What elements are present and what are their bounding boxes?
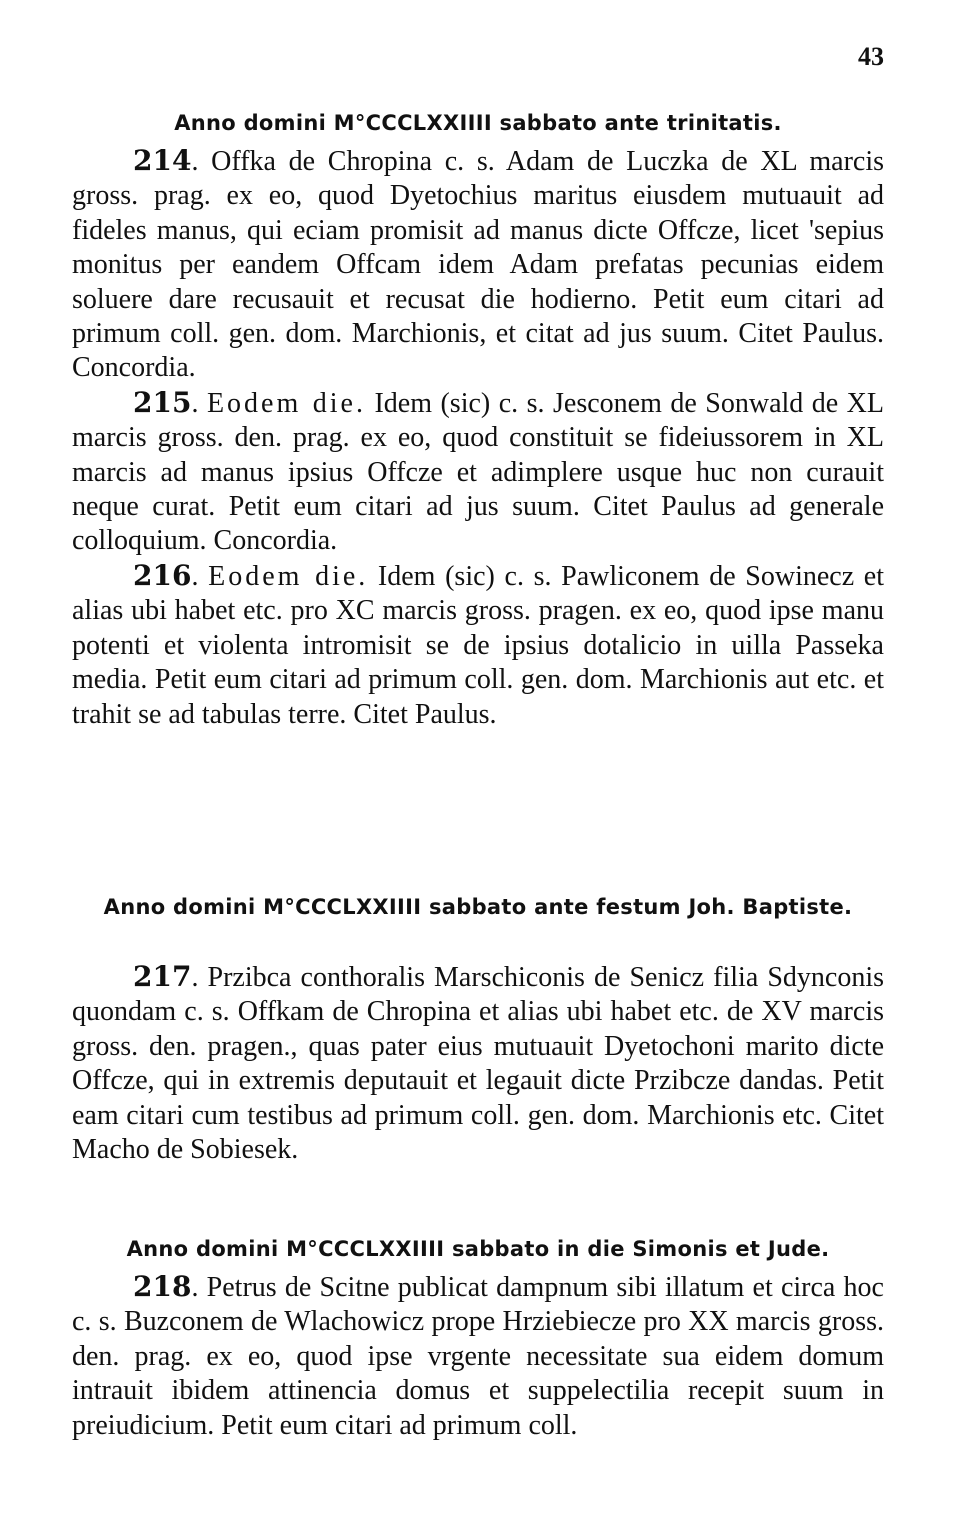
entry-215 [72,386,884,559]
entry-number: 218 [133,1270,192,1303]
entry-text: . Offka de Chropina c. s. Adam de Luczka de XL marcis gross. prag. ex eo, quod Dyetochius maritus eiusdem mutuauit ad fideles manus, qui eciam promisit ad manus dicte Offcze, licet 'sepius monitus per eandem Offcam idem Adam prefatas pecunias eidem soluere dare recusauit et recusat die hodierno. Petit eum citari ad primum coll. gen. dom. Marchionis, et citat ad jus suum. Citet Paulus. Concordia. [72,146,884,384]
section-heading: Anno domini M°CCCLXXIIII sabbato in die Simonis et Jude. [126,1237,830,1261]
page-number: 43 [858,42,884,71]
entry-text: . Przibca conthoralis Marschiconis de Senicz filia Sdynconis quondam c. s. Offkam de Chropina et alias ubi habet etc. de XV marcis gross. den. pragen., quas pater eius mutuauit Dyetochoni marito dicte Offcze, qui in extremis deputauit et legauit dicte Przibcze dandas. Petit eam citari cum testibus ad primum coll. gen. dom. Marchionis etc. Citet Macho de Sobiesek. [72,962,884,1166]
section-body [72,144,884,732]
entry-text: . Petrus de Scitne publicat dampnum sibi illatum et circa hoc c. s. Buzconem de Wlachowicz prope Hrziebiecze pro XX marcis gross. den. prag. ex eo, quod ipse vrgente necessitate sua eidem domum intrauit ibidem attinencia domus et suppelectilia recepit suum in preiudicium. Petit eum citari ad primum coll. [72,1272,884,1441]
entry-218 [72,1270,884,1443]
entry-text: Idem (sic) c. s. Pawliconem de Sowinecz et alias ubi habet etc. pro XC marcis gross. pragen. ex eo, quod ipse manu potenti et violenta intromisit se de ipsius dotalicio in uilla Passeka media. Petit eum citari ad primum coll. gen. dom. Marchionis aut etc. et trahit se ad tabulas terre. Citet Paulus. [72,560,884,730]
entry-separator: . [191,560,209,592]
entry-number: 214 [133,144,192,177]
entry-number: 217 [133,960,192,993]
section-heading: Anno domini M°CCCLXXIIII sabbato ante festum Joh. Baptiste. [103,895,853,919]
entry-number: 216 [133,558,192,592]
document-page [72,0,884,1533]
section-body [72,960,884,1167]
section-heading: Anno domini M°CCCLXXIIII sabbato ante trinitatis. [174,111,782,135]
entry-216 [72,559,884,732]
entry-text: Idem (sic) c. s. Jesconem de Sonwald de XL marcis gross. den. prag. ex eo, quod constituit se fideiussorem in XL marcis ad manus ipsius Offcze et adimplere usque huc non curauit neque curat. Petit eum citari ad jus suum. Citet Paulus ad generale colloquium. Concordia. [72,387,884,557]
entry-separator: . [191,387,207,419]
entry-217 [72,960,884,1167]
entry-number: 215 [133,385,192,419]
entry-lead: Eodem die. [208,560,369,592]
entry-lead: Eodem die. [206,387,366,419]
entry-214 [72,144,884,386]
section-body [72,1270,884,1443]
